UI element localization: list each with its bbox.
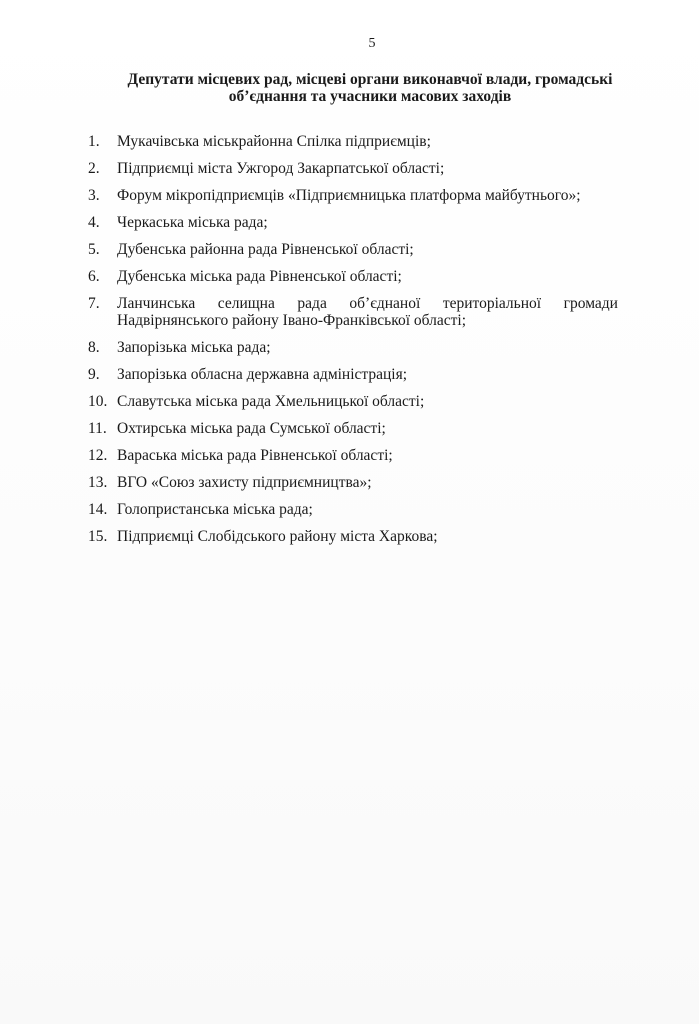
item-text: Голопристанська міська рада;: [117, 501, 313, 518]
item-number: 7.: [88, 295, 100, 312]
item-number: 2.: [88, 160, 100, 177]
item-number: 14.: [88, 501, 108, 518]
item-text-line-2: Надвірнянського району Івано-Франківської області;: [117, 312, 467, 329]
item-word: рада: [297, 295, 327, 312]
item-word: об’єднаної: [349, 295, 421, 312]
list-item: [88, 393, 618, 410]
list-item: [88, 160, 618, 177]
list-item: [88, 339, 618, 356]
item-number: 5.: [88, 241, 100, 258]
participants-list: [88, 133, 618, 555]
item-text: Підприємці міста Ужгород Закарпатської області;: [117, 160, 445, 177]
page-title: [120, 71, 620, 105]
item-number: 13.: [88, 474, 108, 491]
item-word: Ланчинська: [117, 295, 196, 312]
item-text: Мукачівська міськрайонна Спілка підприємців;: [117, 133, 431, 150]
list-item: [88, 528, 618, 545]
item-number: 6.: [88, 268, 100, 285]
list-item: [88, 420, 618, 437]
item-number: 4.: [88, 214, 100, 231]
item-text: [117, 295, 618, 329]
title-line-2: об’єднання та учасники масових заходів: [228, 88, 512, 105]
item-number: 10.: [88, 393, 108, 410]
list-item: [88, 214, 618, 231]
item-number: 9.: [88, 366, 100, 383]
item-word: селищна: [217, 295, 275, 312]
page-number: 5: [368, 36, 376, 51]
list-item: [88, 447, 618, 464]
list-item: [88, 295, 618, 329]
item-text-line-1: [117, 295, 618, 312]
item-number: 12.: [88, 447, 108, 464]
item-number: 3.: [88, 187, 100, 204]
item-text: Охтирська міська рада Сумської області;: [117, 420, 386, 437]
item-word: територіальної: [442, 295, 542, 312]
item-text: ВГО «Союз захисту підприємництва»;: [117, 474, 372, 491]
item-number: 15.: [88, 528, 108, 545]
item-text: Славутська міська рада Хмельницької області;: [117, 393, 425, 410]
item-word: громади: [563, 295, 618, 312]
list-item: [88, 501, 618, 518]
item-text: Запорізька міська рада;: [117, 339, 271, 356]
list-item: [88, 268, 618, 285]
item-text: Запорізька обласна державна адміністрація;: [117, 366, 408, 383]
list-item: [88, 366, 618, 383]
item-number: 11.: [88, 420, 107, 437]
item-text: Підприємці Слобідського району міста Харкова;: [117, 528, 438, 545]
item-text: Черкаська міська рада;: [117, 214, 268, 231]
item-text: Форум мікропідприємців «Підприємницька платформа майбутнього»;: [117, 187, 581, 204]
item-text: Вараська міська рада Рівненської області;: [117, 447, 393, 464]
item-text: Дубенська міська рада Рівненської області;: [117, 268, 402, 285]
list-item: [88, 187, 618, 204]
item-text: Дубенська районна рада Рівненської області;: [117, 241, 414, 258]
title-line-1: Депутати місцевих рад, місцеві органи виконавчої влади, громадські: [127, 71, 613, 88]
list-item: [88, 133, 618, 150]
list-item: [88, 241, 618, 258]
list-item: [88, 474, 618, 491]
item-number: 1.: [88, 133, 100, 150]
item-number: 8.: [88, 339, 100, 356]
